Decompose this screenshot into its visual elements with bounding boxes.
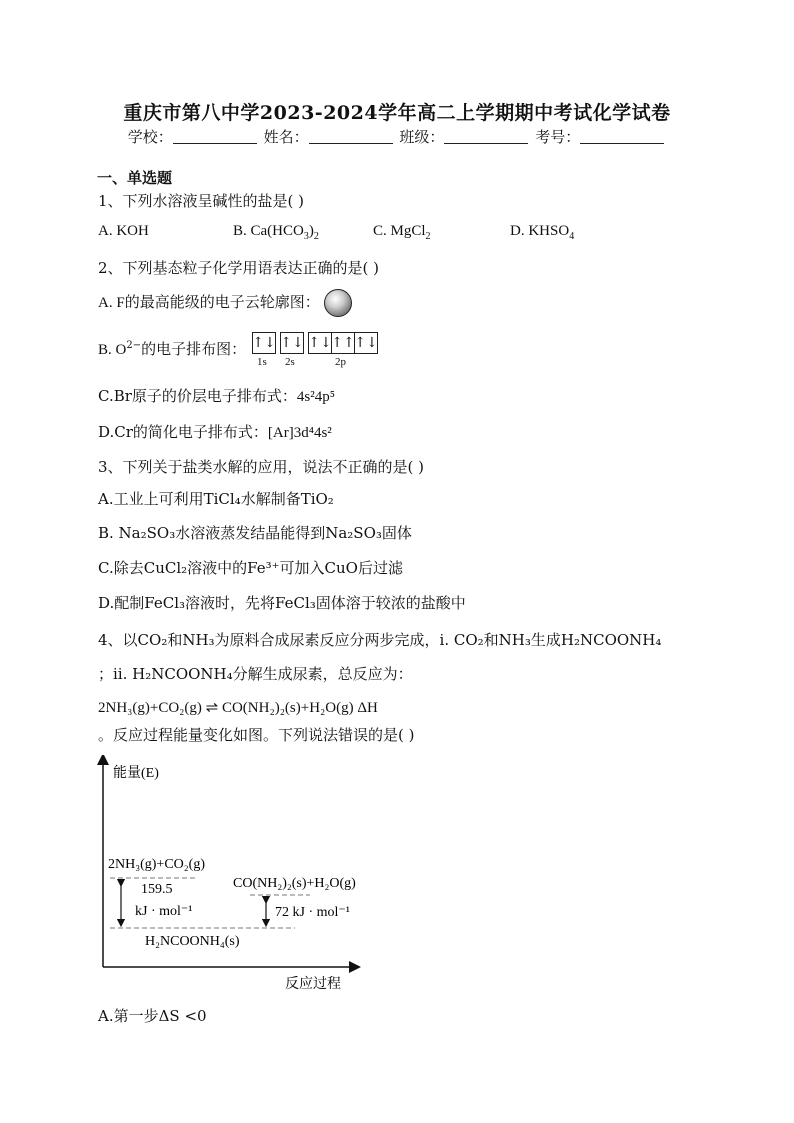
intermediate-label: H₂NCOONH₄(s)	[145, 934, 240, 949]
q1-c-text: C. MgCl	[373, 223, 426, 239]
q1-option-c	[373, 223, 431, 242]
q2-d-formula: [Ar]3d⁴4s²	[267, 425, 332, 441]
q3-option-b: B. Na₂SO₃水溶液蒸发结晶能得到Na₂SO₃固体	[98, 524, 412, 542]
orbital-box-2s: ↑↓	[280, 332, 304, 354]
q2-option-c	[98, 385, 335, 406]
q2-b-sup: 2−	[126, 340, 142, 351]
name-label: 姓名：	[263, 128, 309, 146]
orbital-box-2p-1: ↑↓	[308, 332, 332, 354]
class-label: 班级：	[399, 128, 445, 146]
school-label: 学校：	[127, 128, 173, 146]
q1-c-sub: 2	[425, 231, 431, 242]
student-info-line	[0, 126, 794, 147]
orbital-label-1s: 1s	[257, 356, 267, 368]
delta1-unit: kJ · mol⁻¹	[135, 904, 193, 919]
q3-option-a: A.工业上可利用TiCl₄水解制备TiO₂	[98, 490, 334, 508]
q1-d-sub: 4	[569, 231, 575, 242]
s-orbital-sphere-icon	[324, 289, 352, 317]
delta2-label: 72 kJ · mol⁻¹	[275, 905, 350, 920]
q4-stem-line1: 4、以CO₂和NH₃为原料合成尿素反应分两步完成，ⅰ. CO₂和NH₃生成H₂NCOONH₄	[98, 631, 662, 649]
orbital-box-1s: ↑↓	[252, 332, 276, 354]
reactants-label: 2NH₃(g)+CO₂(g)	[108, 857, 205, 872]
q2-d-text: D.Cr的简化电子排布式：	[98, 423, 268, 441]
q1-b-sub2: 2	[313, 231, 319, 242]
q4-stem-line3: 。反应过程能量变化如图。下列说法错误的是( )	[98, 726, 415, 744]
q4-option-a: A.第一步ΔS <0	[98, 1007, 207, 1025]
orbital-label-2s: 2s	[285, 356, 295, 368]
q2-stem: 2、下列基态粒子化学用语表达正确的是( )	[98, 259, 380, 277]
q3-stem: 3、下列关于盐类水解的应用，说法不正确的是( )	[98, 458, 425, 476]
energy-diagram	[95, 755, 395, 995]
q1-b-text: B. Ca(HCO	[233, 223, 304, 239]
q3-option-d: D.配制FeCl₃溶液时，先将FeCl₃固体溶于较浓的盐酸中	[98, 594, 466, 612]
exam-title: 重庆市第八中学2023-2024学年高二上学期期中考试化学试卷	[123, 102, 671, 124]
q3-option-c: C.除去CuCl₂溶液中的Fe³⁺可加入CuO后过滤	[98, 559, 403, 577]
school-blank[interactable]	[173, 129, 257, 144]
number-label: 考号：	[535, 128, 581, 146]
q2-a-label: A. F	[98, 295, 125, 311]
orbital-box-2p-2: ↑↑	[332, 332, 355, 354]
q4-equation: 2NH₃(g)+CO₂(g) ⇌ CO(NH₂)₂(s)+H₂O(g) ΔH	[98, 700, 378, 716]
q1-d-text: D. KHSO	[510, 223, 570, 239]
delta1-value: 159.5	[141, 882, 173, 897]
q1-option-b	[233, 223, 319, 242]
class-blank[interactable]	[444, 129, 528, 144]
q2-b-label: B. O	[98, 342, 127, 358]
section-heading: 一、单选题	[97, 169, 173, 187]
orbital-label-2p: 2p	[335, 356, 346, 368]
q2-option-a	[98, 289, 352, 317]
q4-stem-line2: ；ⅱ. H₂NCOONH₄分解生成尿素，总反应为：	[98, 665, 413, 683]
name-blank[interactable]	[309, 129, 393, 144]
q1-b-sub: 3	[303, 231, 309, 242]
q2-option-d	[98, 421, 332, 442]
orbital-diagram	[252, 332, 379, 368]
q2-c-text: C.Br原子的价层电子排布式：	[98, 387, 297, 405]
number-blank[interactable]	[580, 129, 664, 144]
x-axis-label: 反应过程	[285, 977, 341, 992]
q2-c-formula: 4s²4p⁵	[296, 389, 335, 405]
q1-stem: 1、下列水溶液呈碱性的盐是( )	[98, 192, 305, 210]
q1-option-a: A. KOH	[98, 223, 149, 239]
orbital-box-2p-3: ↑↓	[355, 332, 378, 354]
products-label: CO(NH₂)₂(s)+H₂O(g)	[233, 876, 356, 891]
q2-option-b	[98, 338, 246, 359]
q2-a-text: 的最高能级的电子云轮廓图：	[124, 293, 320, 311]
q1-b-paren: )	[308, 223, 314, 239]
y-axis-label: 能量(E)	[113, 766, 159, 781]
q2-b-text: 的电子排布图：	[141, 340, 247, 358]
q1-option-d	[510, 223, 574, 242]
